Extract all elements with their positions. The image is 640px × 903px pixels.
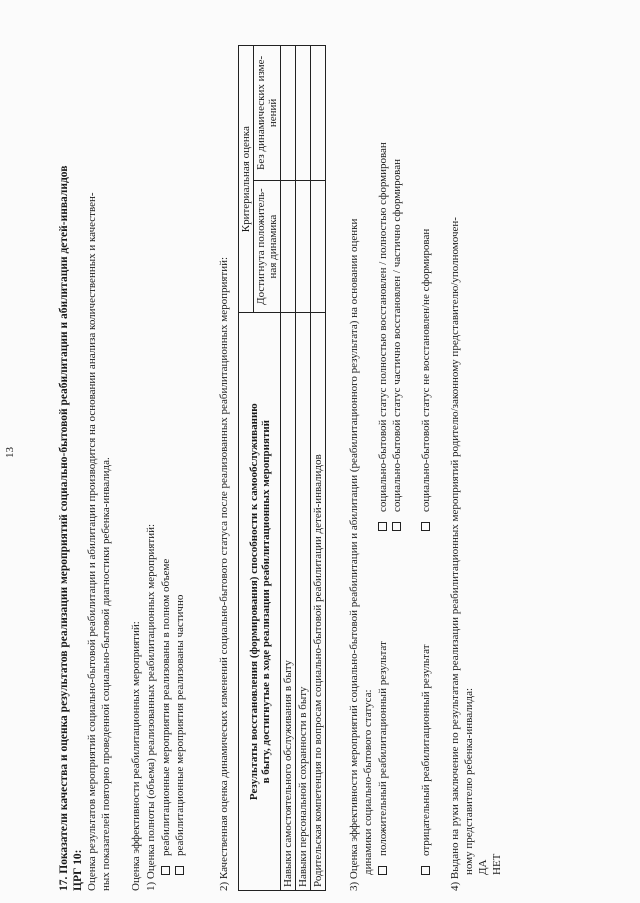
item1-title: 1) Оценка полноты (объема) реализованных реабилитационных мероприятий: (145, 523, 157, 891)
table-header-main: Результаты восстановления (формирования) способности к самообслуживанию в быту, достигнутые в ходе реализации реабилитационных мероприятий (239, 313, 281, 891)
item1-option-full: реабилитационные мероприятия реализованы в полном объеме (160, 559, 173, 875)
answer-yes[interactable]: ДА (477, 859, 489, 875)
positive-result-option: положительный реабилитационный результат (377, 641, 390, 875)
table-cell-no-change[interactable] (281, 46, 296, 181)
table-header-positive: Достигнута положитель- ная динамика (254, 180, 281, 313)
negative-result-option: отрицательный реабилитационный результат (420, 644, 433, 875)
table-cell-positive[interactable] (311, 180, 326, 313)
item3-title-line1: 3) Оценка эффективности мероприятий социально-бытовой реабилитации и абилитации (реабилитационного результата) на основании оценки (348, 218, 360, 891)
checkbox[interactable] (392, 522, 401, 531)
positive-full-option: социально-бытовой статус полностью восстановлен / полностью сформирован (377, 142, 390, 531)
table-row: Навыки самостоятельного обслуживания в быту (281, 46, 296, 891)
intro-paragraph-line1: Оценка результатов мероприятий социально-бытовой реабилитации и абилитации производится на основании анализа количественных и качествен- (86, 192, 98, 891)
checkbox[interactable] (421, 522, 430, 531)
section-heading: 17. Показатели качества и оценка результатов реализации мероприятий социально-бытовой реабилитации и абилитации детей-инвалидов (58, 165, 70, 891)
checkbox[interactable] (378, 866, 387, 875)
page-number: 13 (4, 447, 16, 458)
table-header-group: Критериальная оценка (239, 46, 254, 313)
intro-paragraph-line2: ных показателей повторно проведенной социально-бытовой диагностики ребенка-инвалида. (100, 457, 112, 891)
positive-partial-option: социально-бытовой статус частично восстановлен / частично сформирован (391, 159, 404, 531)
evaluation-table (238, 45, 326, 891)
item2-title: 2) Качественная оценка динамических изменений социально-бытового статуса после реализованных реабилитационных мероприятий: (218, 256, 230, 891)
table-cell-no-change[interactable] (311, 46, 326, 181)
table-row: Родительская компетенция по вопросам социально-бытовой реабилитации детей-инвалидов (311, 46, 326, 891)
table-header-no-change: Без динамических изме- нений (254, 46, 281, 181)
checkbox[interactable] (378, 522, 387, 531)
checkbox[interactable] (175, 866, 184, 875)
answer-no[interactable]: НЕТ (491, 853, 503, 875)
negative-not-restored-option: социально-бытовой статус не восстановлен/не сформирован (420, 229, 433, 531)
item3-title-line2: динамики социально-бытового статуса: (362, 689, 374, 875)
table-cell-positive[interactable] (281, 180, 296, 313)
effectiveness-title: Оценка эффективности реабилитационных мероприятий: (130, 621, 142, 891)
checkbox[interactable] (421, 866, 430, 875)
item1-option-partial: реабилитационные мероприятия реализованы частично (174, 595, 187, 875)
table-cell-no-change[interactable] (296, 46, 311, 181)
section-heading-crg: ЦРГ 10: (72, 849, 84, 891)
item4-title-line2: ному представителю ребенка-инвалида: (463, 687, 475, 875)
table-row: Навыки персональной сохранности в быту (296, 46, 311, 891)
checkbox[interactable] (161, 866, 170, 875)
table-cell-positive[interactable] (296, 180, 311, 313)
item4-title-line1: 4) Выдано на руки заключение по результатам реализации реабилитационных мероприятий родителю/законному представителю/уполномочен- (449, 217, 461, 891)
